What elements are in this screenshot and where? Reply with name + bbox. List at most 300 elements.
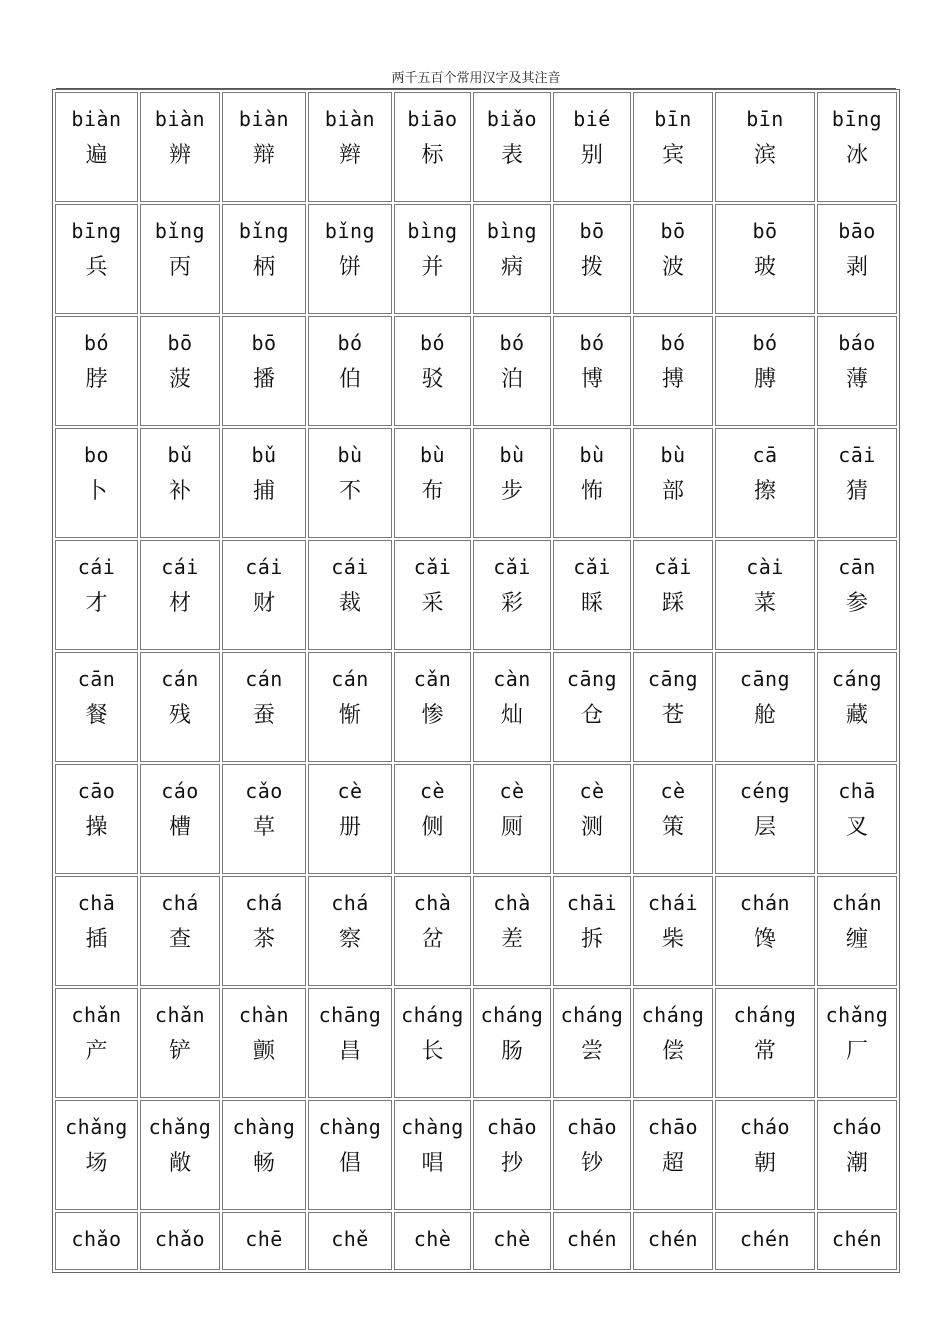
pinyin-label: biàn [154,107,206,131]
character-cell [222,988,306,1098]
character-cell [553,652,631,762]
hanzi-character: 超 [661,1151,684,1176]
hanzi-character: 搏 [661,367,684,392]
pinyin-label: bō [251,331,277,355]
table-row [55,652,897,762]
hanzi-character: 畅 [252,1151,275,1176]
character-cell [394,540,471,650]
page-title: 两千五百个常用汉字及其注音 [56,70,896,89]
character-cell [308,876,392,986]
character-cell [473,92,551,202]
character-cell [715,1100,815,1210]
hanzi-character: 长 [421,1039,444,1064]
hanzi-character: 颤 [252,1039,275,1064]
character-cell [55,1212,138,1270]
pinyin-label: chén [566,1227,618,1251]
character-cell [308,1100,392,1210]
hanzi-character: 蚕 [252,703,275,728]
character-cell [473,1212,551,1270]
pinyin-label: chǎng [825,1003,889,1027]
character-cell [633,876,713,986]
character-cell [553,540,631,650]
character-cell [222,92,306,202]
hanzi-character: 产 [85,1039,108,1064]
pinyin-label: cháng [560,1003,624,1027]
hanzi-character: 猜 [845,479,868,504]
pinyin-label: bù [337,443,363,467]
hanzi-character: 睬 [580,591,603,616]
character-cell [55,988,138,1098]
pinyin-label: bó [579,331,605,355]
character-cell [553,764,631,874]
pinyin-label: chāng [318,1003,382,1027]
pinyin-label: bō [579,219,605,243]
pinyin-label: bù [579,443,605,467]
character-cell [308,204,392,314]
character-cell [140,652,220,762]
character-cell [473,876,551,986]
character-cell [817,92,897,202]
character-cell [140,876,220,986]
character-cell [553,876,631,986]
pinyin-label: chén [739,1227,791,1251]
character-cell [715,764,815,874]
hanzi-character: 采 [421,591,444,616]
character-cell [222,764,306,874]
table-row [55,316,897,426]
table-row [55,1100,897,1210]
pinyin-label: bié [573,107,611,131]
character-cell [817,1212,897,1270]
character-cell [553,1100,631,1210]
hanzi-character: 差 [500,927,523,952]
hanzi-character: 脖 [85,367,108,392]
pinyin-label: cāi [838,443,876,467]
pinyin-label: biāo [407,107,458,131]
character-cell [55,316,138,426]
hanzi-character: 博 [580,367,603,392]
hanzi-character: 苍 [661,703,684,728]
character-cell [55,428,138,538]
character-cell [222,876,306,986]
pinyin-label: chā [838,779,876,803]
pinyin-label: biàn [71,107,122,131]
pinyin-label: cǎi [654,555,692,579]
character-cell [394,988,471,1098]
hanzi-character: 泊 [500,367,523,392]
hanzi-character: 材 [168,591,191,616]
table-row [55,764,897,874]
pinyin-label: chán [831,891,883,915]
character-cell [222,1212,306,1270]
pinyin-label: bó [83,331,110,355]
pinyin-label: cǎo [245,779,283,803]
hanzi-character: 餐 [85,703,108,728]
character-cell [55,764,138,874]
hanzi-character: 敞 [168,1151,191,1176]
hanzi-character: 财 [252,591,275,616]
pinyin-label: chè [413,1227,452,1251]
pinyin-label: chàng [318,1115,382,1139]
hanzi-character: 惭 [338,703,361,728]
character-cell [553,1212,631,1270]
hanzi-character: 草 [252,815,275,840]
hanzi-character: 布 [421,479,444,504]
character-cell [817,540,897,650]
character-cell [140,540,220,650]
table-row [55,540,897,650]
character-cell [473,652,551,762]
pinyin-label: chán [739,891,791,915]
pinyin-label: chǎo [71,1227,122,1251]
character-cell [55,876,138,986]
hanzi-character: 槽 [168,815,191,840]
character-cell [473,1100,551,1210]
hanzi-character: 抄 [500,1151,523,1176]
hanzi-character: 不 [338,479,361,504]
pinyin-label: cè [419,779,446,803]
character-cell [473,764,551,874]
hanzi-character: 柴 [661,927,684,952]
character-cell [55,92,138,202]
character-cell [394,876,471,986]
pinyin-label: biǎo [486,107,538,131]
hanzi-character: 拆 [580,927,603,952]
character-cell [394,92,471,202]
pinyin-label: chá [245,891,283,915]
pinyin-label: cái [245,555,283,579]
character-cell [222,428,306,538]
pinyin-label: cā [752,443,778,467]
character-cell [394,652,471,762]
pinyin-label: chǎng [65,1115,128,1139]
pinyin-label: chá [161,891,199,915]
character-cell [553,428,631,538]
hanzi-character: 常 [753,1039,776,1064]
pinyin-label: chǎn [71,1003,122,1027]
hanzi-character: 尝 [580,1039,603,1064]
hanzi-character: 叉 [845,815,868,840]
character-cell [817,652,897,762]
hanzi-character: 场 [85,1151,108,1176]
pinyin-label: chàng [401,1115,464,1139]
pinyin-label: biàn [238,107,290,131]
hanzi-character: 插 [85,927,108,952]
character-cell [308,428,392,538]
character-cell [473,540,551,650]
hanzi-character: 查 [168,927,191,952]
pinyin-label: bīng [831,107,883,131]
pinyin-label: bō [660,219,686,243]
character-cell [633,988,713,1098]
pinyin-label: cháng [641,1003,705,1027]
character-cell [55,540,138,650]
character-cell [473,204,551,314]
character-cell [633,316,713,426]
character-cell [715,204,815,314]
pinyin-label: biàn [324,107,376,131]
pinyin-label: chá [331,891,369,915]
hanzi-character: 膊 [753,367,776,392]
character-cell [55,1100,138,1210]
character-cell [394,764,471,874]
hanzi-character: 卜 [85,479,108,504]
hanzi-character: 菜 [753,591,776,616]
character-cell [222,204,306,314]
character-cell [394,428,471,538]
pinyin-label: bó [337,331,363,355]
table-row [55,988,897,1098]
character-cell [308,764,392,874]
pinyin-label: chāo [647,1115,699,1139]
pinyin-label: bǔ [251,443,277,467]
pinyin-label: chē [245,1227,283,1251]
hanzi-character: 辫 [338,143,361,168]
pinyin-label: cè [579,779,605,803]
hanzi-character: 伯 [338,367,361,392]
pinyin-label: cè [337,779,363,803]
pinyin-label: chǎn [154,1003,206,1027]
hanzi-character: 表 [500,143,523,168]
pinyin-label: cān [838,555,876,579]
pinyin-label: bō [752,219,778,243]
character-cell [222,540,306,650]
table-row [55,428,897,538]
pinyin-label: cháng [401,1003,464,1027]
table-row [55,204,897,314]
pinyin-label: bù [419,443,446,467]
pinyin-label: càn [493,667,531,691]
hanzi-character: 彩 [500,591,523,616]
table-row [55,1212,897,1270]
hanzi-character: 辨 [168,143,191,168]
hanzi-character: 测 [580,815,603,840]
pinyin-label: bìng [407,219,458,243]
hanzi-character: 厕 [500,815,523,840]
character-cell [473,316,551,426]
pinyin-label: bó [660,331,686,355]
hanzi-character: 倡 [338,1151,361,1176]
hanzi-character: 捕 [252,479,275,504]
pinyin-label: cāng [566,667,618,691]
hanzi-character: 残 [168,703,191,728]
character-cell [715,1212,815,1270]
hanzi-character: 玻 [753,255,776,280]
pinyin-label: cài [746,555,784,579]
hanzi-character: 肠 [500,1039,523,1064]
pinyin-label: chǎng [148,1115,212,1139]
hanzi-character: 冰 [845,143,868,168]
pinyin-label: cè [660,779,686,803]
pinyin-label: cè [499,779,525,803]
pinyin-label: cháo [739,1115,791,1139]
hanzi-character: 昌 [338,1039,361,1064]
pinyin-label: bīn [746,107,784,131]
character-cell [553,316,631,426]
hanzi-character: 层 [753,815,776,840]
hanzi-character: 擦 [753,479,776,504]
pinyin-label: cǎi [573,555,611,579]
character-cell [715,988,815,1098]
pinyin-label: cán [161,667,199,691]
character-cell [308,92,392,202]
character-cell [140,428,220,538]
character-cell [817,204,897,314]
hanzi-character: 潮 [845,1151,868,1176]
hanzi-character: 察 [338,927,361,952]
pinyin-label: cán [245,667,283,691]
pinyin-label: chà [493,891,531,915]
character-cell [308,1212,392,1270]
pinyin-label: bǐng [238,219,290,243]
character-cell [817,428,897,538]
character-cell [473,988,551,1098]
hanzi-character: 怖 [580,479,603,504]
pinyin-label: chě [331,1227,369,1251]
character-cell [817,988,897,1098]
hanzi-character: 步 [500,479,523,504]
hanzi-character: 仓 [580,703,603,728]
hanzi-character: 辩 [252,143,275,168]
pinyin-label: bǐng [324,219,376,243]
character-cell [633,540,713,650]
character-cell [633,204,713,314]
character-cell [715,316,815,426]
pinyin-label: cáng [831,667,883,691]
pinyin-label: céng [739,779,791,803]
hanzi-character: 偿 [661,1039,684,1064]
pinyin-label: cái [161,555,199,579]
pinyin-label: cāng [647,667,699,691]
hanzi-character: 才 [85,591,108,616]
pinyin-label: bù [660,443,686,467]
pinyin-label: bó [499,331,525,355]
pinyin-label: cāng [739,667,791,691]
character-cell [715,652,815,762]
table-row [55,92,897,202]
character-cell [140,92,220,202]
pinyin-label: chè [493,1227,531,1251]
character-cell [633,92,713,202]
pinyin-label: cāo [77,779,116,803]
character-cell [222,316,306,426]
hanzi-character: 藏 [845,703,868,728]
hanzi-character: 柄 [252,255,275,280]
pinyin-label: chāo [566,1115,618,1139]
character-cell [715,540,815,650]
hanzi-character: 部 [661,479,684,504]
hanzi-character: 唱 [421,1151,444,1176]
hanzi-character: 菠 [168,367,191,392]
pinyin-label: chái [647,891,699,915]
character-cell [715,428,815,538]
hanzi-character: 侧 [421,815,444,840]
pinyin-label: chén [647,1227,699,1251]
character-cell [553,988,631,1098]
pinyin-label: cháng [480,1003,544,1027]
hanzi-character: 薄 [845,367,868,392]
character-cell [715,876,815,986]
hanzi-character: 踩 [661,591,684,616]
pinyin-label: bō [167,331,193,355]
pinyin-label: cáo [161,779,199,803]
pinyin-label: bo [83,443,110,467]
table-row [55,876,897,986]
character-cell [222,1100,306,1210]
pinyin-label: chā [77,891,116,915]
pinyin-label: cháng [733,1003,797,1027]
character-cell [394,1212,471,1270]
pinyin-label: cǎi [493,555,531,579]
hanzi-character: 并 [421,255,444,280]
character-cell [817,764,897,874]
hanzi-character: 驳 [421,367,444,392]
character-cell [140,316,220,426]
hanzi-character: 滨 [753,143,776,168]
character-cell [817,1100,897,1210]
character-cell [140,204,220,314]
character-cell [553,92,631,202]
hanzi-character: 惨 [421,703,444,728]
hanzi-character: 病 [500,255,523,280]
pinyin-label: bǔ [167,443,193,467]
hanzi-character: 茶 [252,927,275,952]
pinyin-label: chàn [238,1003,290,1027]
hanzi-character: 厂 [845,1039,868,1064]
hanzi-character: 钞 [580,1151,603,1176]
hanzi-character: 别 [580,143,603,168]
pinyin-character-table [52,89,900,1273]
character-cell [308,652,392,762]
hanzi-character: 标 [421,143,444,168]
pinyin-label: chāi [566,891,618,915]
hanzi-character: 册 [338,815,361,840]
pinyin-label: báo [838,331,876,355]
hanzi-character: 丙 [168,255,191,280]
hanzi-character: 参 [845,591,868,616]
hanzi-character: 馋 [753,927,776,952]
pinyin-label: cán [331,667,369,691]
pinyin-label: bó [752,331,778,355]
character-cell [817,316,897,426]
character-cell [633,428,713,538]
character-cell [140,1100,220,1210]
character-cell [308,988,392,1098]
hanzi-character: 缠 [845,927,868,952]
pinyin-label: bó [419,331,446,355]
hanzi-character: 宾 [661,143,684,168]
hanzi-character: 兵 [85,255,108,280]
pinyin-label: bāo [838,219,876,243]
hanzi-character: 操 [85,815,108,840]
pinyin-label: cái [77,555,116,579]
pinyin-label: bìng [486,219,538,243]
character-cell [394,204,471,314]
pinyin-label: bīn [654,107,692,131]
hanzi-character: 岔 [421,927,444,952]
hanzi-character: 铲 [168,1039,191,1064]
character-cell [140,1212,220,1270]
hanzi-character: 灿 [500,703,523,728]
pinyin-label: bù [499,443,525,467]
character-cell [308,316,392,426]
character-cell [394,316,471,426]
hanzi-character: 裁 [338,591,361,616]
character-cell [473,428,551,538]
hanzi-character: 策 [661,815,684,840]
character-cell [633,1212,713,1270]
character-cell [715,92,815,202]
